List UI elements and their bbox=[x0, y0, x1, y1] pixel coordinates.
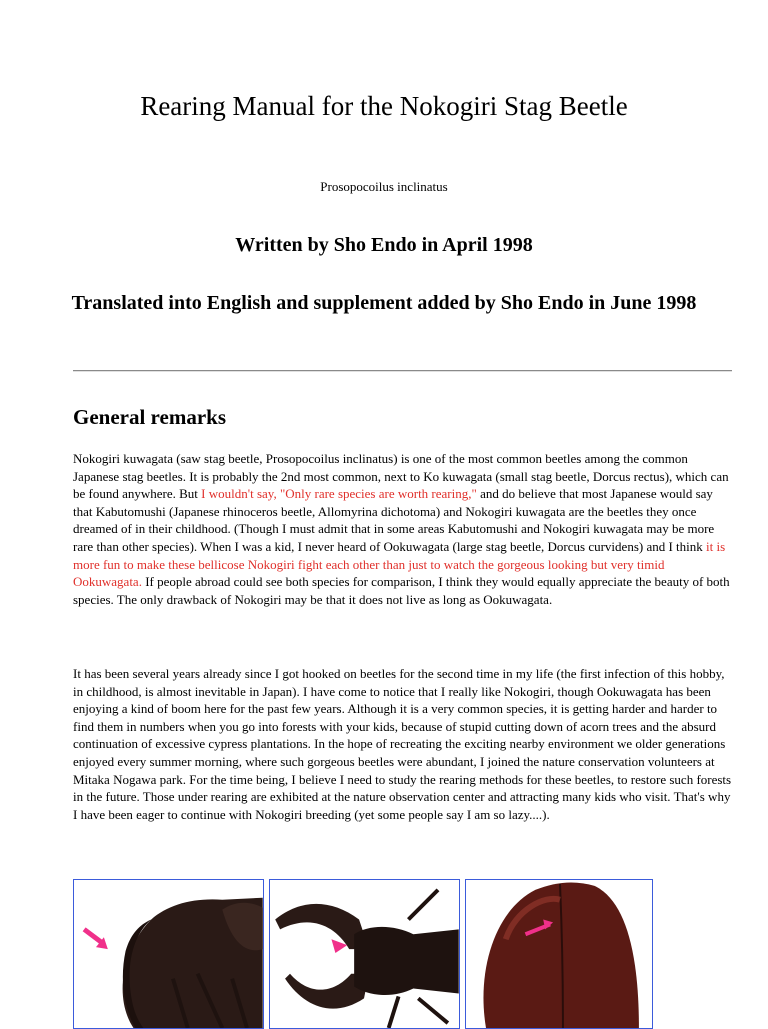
paragraph-general-remarks-1 bbox=[73, 450, 733, 608]
beetle-photo-elytra bbox=[465, 879, 653, 1029]
highlight-text: it is more fun to make these bellicose Nokogiri fight each other than just to watch the gorgeous looking but very timid Ookuwagata. bbox=[73, 538, 726, 590]
section-heading: General remarks bbox=[73, 405, 226, 429]
text-run: Nokogiri kuwagata (saw stag beetle, Prosopocoilus inclinatus) is one of the most common beetles among the common Japanese stag beetles. It is probably the 2nd most common, next to Ko kuwagata (small stag beetle, Dorcus rectus), which can be found anywhere. But bbox=[73, 451, 729, 502]
translation-note: Translated into English and supplement added by Sho Endo in June 1998 bbox=[71, 292, 697, 314]
beetle-photo-strip bbox=[73, 879, 653, 1024]
beetle-photo-mandible-side bbox=[73, 879, 264, 1029]
species-subtitle: Prosopocoilus inclinatus bbox=[320, 179, 448, 194]
author-byline: Written by Sho Endo in April 1998 bbox=[235, 234, 533, 256]
text-run: and do believe that most Japanese would say that Kabutomushi (Japanese rhinoceros beetle, Allomyrina dichotoma) and Nokogiri kuwagata are the beetles they once dreamed of in their childhood. (Though I must admit that in some areas Kabutomushi and Nokogiri kuwagata may be more rare than other species). When I was a kid, I never heard of Ookuwagata (large stag beetle, Dorcus curvidens) and I think bbox=[73, 486, 715, 554]
horizontal-divider bbox=[73, 370, 732, 372]
highlight-text: I wouldn't say, "Only rare species are worth rearing," bbox=[201, 486, 477, 502]
page-title: Rearing Manual for the Nokogiri Stag Beetle bbox=[140, 91, 628, 121]
paragraph-general-remarks-2: It has been several years already since I got hooked on beetles for the second time in my life (the first infection of this hobby, in childhood, is almost inevitable in Japan). I have come to notice that I really like Nokogiri, though Ookuwagata has been enjoying a kind of boom here for the past few years. Although it is a very common species, it is getting harder and harder to find them in numbers when you go into forests with your kids, because of stupid cutting down of acorn trees and the absurd continuation of excessive cypress plantations. In the hope of recreating the exciting nearby environment we older generations enjoyed every summer morning, where such gorgeous beetles were abundant, I joined the nature conservation volunteers at Mitaka Nogawa park. For the time being, I believe I need to study the rearing methods for these beetles, to restore such forests in the future. Those under rearing are exhibited at the nature observation center and attracting many kids who visit. That's why I have been eager to continue with Nokogiri breeding (yet some people say I am so lazy....). bbox=[73, 666, 732, 822]
beetle-mandible-front-image bbox=[270, 880, 459, 1028]
beetle-elytra-image bbox=[466, 880, 652, 1028]
beetle-photo-mandible-front bbox=[269, 879, 460, 1029]
text-run: If people abroad could see both species for comparison, I think they would equally appreciate the beauty of both species. The only drawback of Nokogiri may be that it does not live as long as Ookuwagata. bbox=[73, 574, 730, 607]
beetle-mandible-side-image bbox=[74, 880, 263, 1028]
